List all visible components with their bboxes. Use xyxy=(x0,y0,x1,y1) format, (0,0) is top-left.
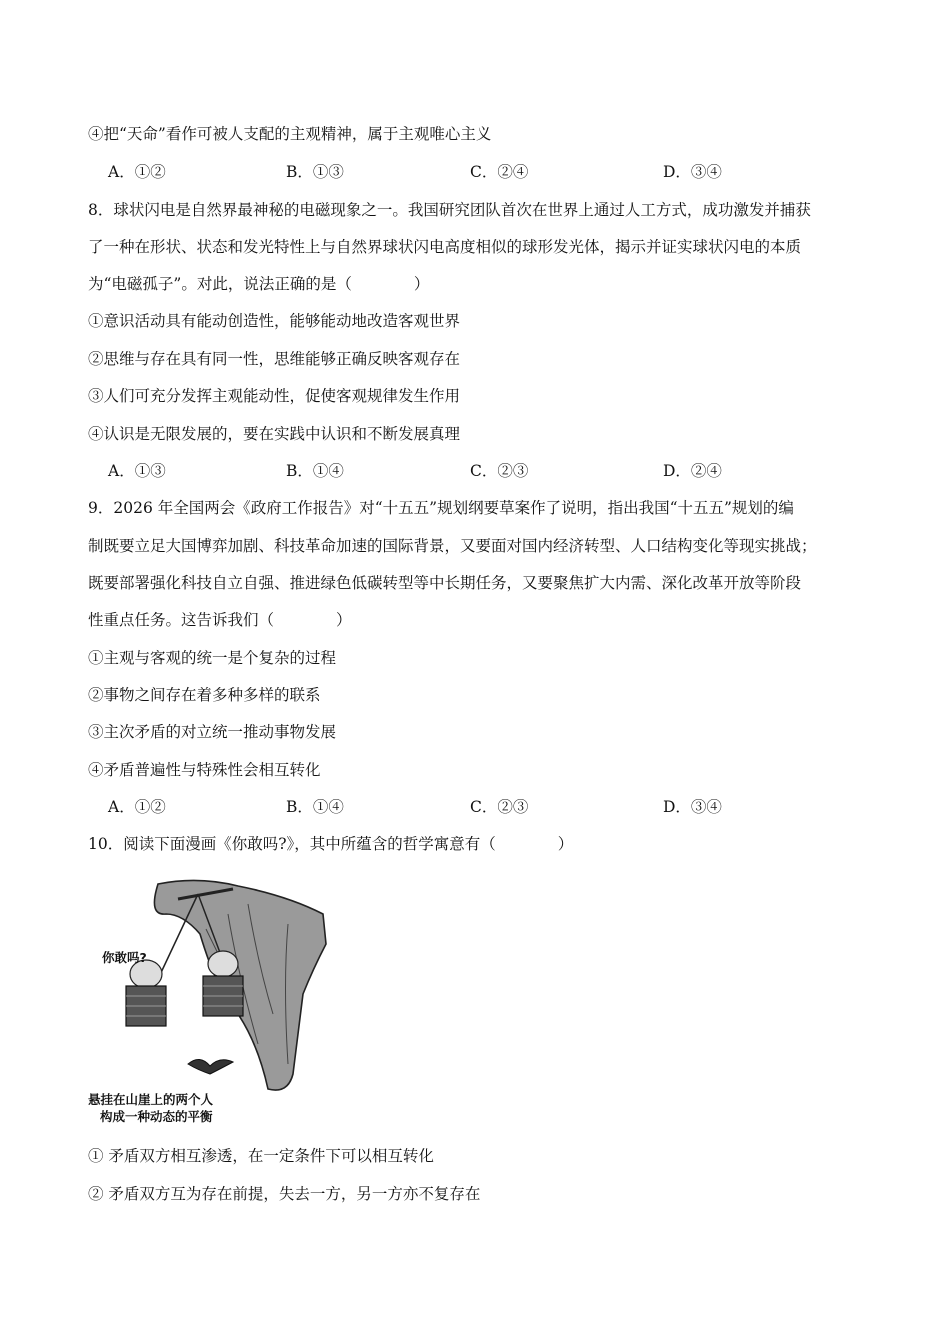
q7-statement-4: ④把“天命”看作可被人支配的主观精神，属于主观唯心主义 xyxy=(88,125,492,143)
q9-stem-line-2: 制既要立足大国博弈加剧、科技革命加速的国际背景，又要面对国内经济转型、人口结构变化等现实挑战； xyxy=(88,537,817,555)
person-right xyxy=(208,951,238,977)
q9-option-c: C．②③ xyxy=(470,798,529,816)
q7-options xyxy=(108,162,868,182)
q7-option-c: C．②④ xyxy=(470,163,529,181)
q9-statement-3: ③主次矛盾的对立统一推动事物发展 xyxy=(88,723,337,741)
q8-option-d: D．②④ xyxy=(663,462,722,480)
cartoon-caption-1: 悬挂在山崖上的两个人 xyxy=(88,1092,214,1107)
q9-option-a: A．①② xyxy=(108,798,166,816)
q7-option-b: B．①③ xyxy=(286,163,344,181)
q9-option-d: D．③④ xyxy=(663,798,722,816)
q8-option-c: C．②③ xyxy=(470,462,529,480)
bird-icon xyxy=(188,1059,233,1074)
q8-statement-4: ④认识是无限发展的，要在实践中认识和不断发展真理 xyxy=(88,425,461,443)
q8-statement-1: ①意识活动具有能动创造性，能够能动地改造客观世界 xyxy=(88,312,461,330)
q9-statement-4: ④矛盾普遍性与特殊性会相互转化 xyxy=(88,761,321,779)
q10-statement-2: ② 矛盾双方互为存在前提，失去一方，另一方亦不复存在 xyxy=(88,1185,481,1203)
q8-statement-2: ②思维与存在具有同一性，思维能够正确反映客观存在 xyxy=(88,350,461,368)
q8-option-b: B．①④ xyxy=(286,462,344,480)
q10-stem-line-1: 10．阅读下面漫画《你敢吗?》，其中所蕴含的哲学寓意有（ ） xyxy=(88,835,574,853)
q8-statement-3: ③人们可充分发挥主观能动性，促使客观规律发生作用 xyxy=(88,387,461,405)
q9-stem-line-3: 既要部署强化科技自立自强、推进绿色低碳转型等中长期任务，又要聚焦扩大内需、深化改革开放等阶段 xyxy=(88,574,802,592)
q8-option-a: A．①③ xyxy=(108,462,166,480)
cartoon-caption-2: 构成一种动态的平衡 xyxy=(100,1109,213,1124)
q8-stem-line-2: 了一种在形状、状态和发光特性上与自然界球状闪电高度相似的球形发光体，揭示并证实球状闪电的本质 xyxy=(88,238,802,256)
q7-option-a: A．①② xyxy=(108,163,166,181)
q8-options xyxy=(108,461,868,481)
q9-option-b: B．①④ xyxy=(286,798,344,816)
q8-stem-line-1: 8．球状闪电是自然界最神秘的电磁现象之一。我国研究团队首次在世界上通过人工方式，成功激发并捕获 xyxy=(88,201,811,219)
cliff-cartoon-image xyxy=(88,874,328,1124)
q9-statement-1: ①主观与客观的统一是个复杂的过程 xyxy=(88,649,337,667)
q9-options xyxy=(108,797,868,817)
q9-statement-2: ②事物之间存在着多种多样的联系 xyxy=(88,686,321,704)
q9-stem-line-4: 性重点任务。这告诉我们（ ） xyxy=(88,611,352,629)
speech-text: 你敢吗? xyxy=(102,950,147,965)
q9-stem-line-1: 9．2026 年全国两会《政府工作报告》对“十五五”规划纲要草案作了说明，指出我国“十五五”规划的编 xyxy=(88,499,794,517)
q10-statement-1: ① 矛盾双方相互渗透，在一定条件下可以相互转化 xyxy=(88,1147,434,1165)
q7-option-d: D．③④ xyxy=(663,163,722,181)
q8-stem-line-3: 为“电磁孤子”。对此，说法正确的是（ ） xyxy=(88,275,430,293)
